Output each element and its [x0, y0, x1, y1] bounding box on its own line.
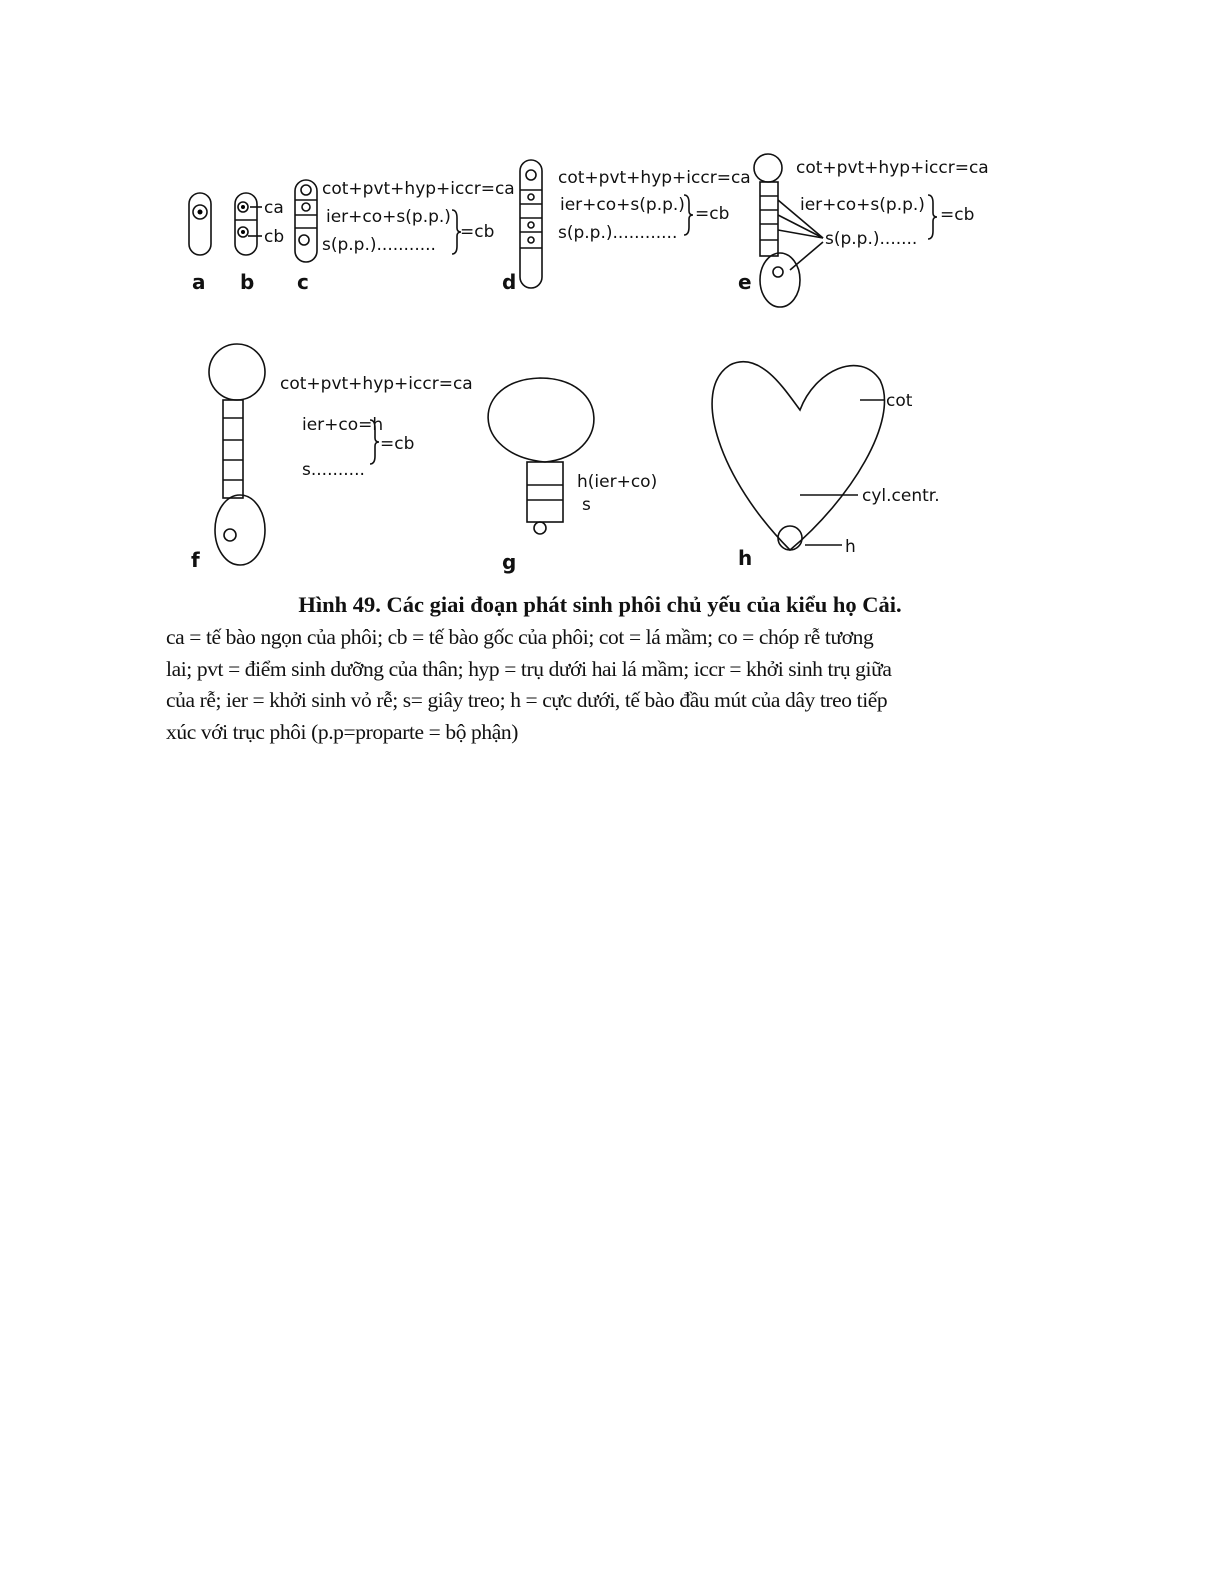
figure-legend: [166, 622, 1046, 748]
label-eq-cb-d: =cb: [695, 204, 730, 224]
label-ier-co-h: ier+co=h: [302, 415, 384, 435]
label-h-ier-co: h(ier+co): [577, 472, 658, 492]
panel-label-c: c: [297, 270, 309, 294]
legend-line: lai; pvt = điểm sinh dưỡng của thân; hyp = trụ dưới hai lá mầm; iccr = khởi sinh trụ giữa: [166, 656, 892, 681]
panel-label-e: e: [738, 270, 752, 294]
legend-line: ca = tế bào ngọn của phôi; cb = tế bào gốc của phôi; cot = lá mầm; co = chóp rễ tương: [166, 625, 874, 649]
label-cot: cot: [886, 391, 913, 411]
panel-label-d: d: [502, 270, 517, 294]
panel-label-f: f: [191, 548, 200, 572]
stage-h-drawing: [712, 362, 940, 557]
label-ier-co-s-c: ier+co+s(p.p.): [326, 207, 451, 227]
label-apical-c: cot+pvt+hyp+iccr=ca: [322, 179, 515, 199]
panel-label-h: h: [738, 546, 753, 570]
label-h: h: [845, 537, 856, 557]
label-eq-cb-e: =cb: [940, 205, 975, 225]
stage-e-drawing: [754, 154, 989, 307]
label-s-f: s..........: [302, 460, 365, 480]
label-apical-e: cot+pvt+hyp+iccr=ca: [796, 158, 989, 178]
stage-a-drawing: [189, 193, 211, 255]
label-cb: cb: [264, 227, 285, 247]
label-ier-co-s-d: ier+co+s(p.p.): [560, 195, 685, 215]
figure-caption-title: Hình 49. Các giai đoạn phát sinh phôi chủ yếu của kiểu họ Cải.: [298, 592, 902, 617]
stage-g-drawing: [488, 378, 657, 534]
label-apical-f: cot+pvt+hyp+iccr=ca: [280, 374, 473, 394]
embryo-figure: [0, 0, 1225, 600]
label-eq-cb-c: =cb: [460, 222, 495, 242]
label-eq-cb-f: =cb: [380, 434, 415, 454]
label-apical-d: cot+pvt+hyp+iccr=ca: [558, 168, 751, 188]
label-s-pp-d: s(p.p.)............: [558, 223, 678, 243]
stage-c-drawing: [295, 179, 515, 262]
stage-b-drawing: [235, 193, 284, 255]
panel-label-a: a: [192, 270, 206, 294]
label-ier-co-s-e: ier+co+s(p.p.): [800, 195, 925, 215]
label-ca: ca: [264, 198, 284, 218]
stage-d-drawing: [520, 160, 751, 288]
label-s-g: s: [582, 495, 591, 515]
legend-line: của rễ; ier = khởi sinh vỏ rễ; s= giây treo; h = cực dưới, tế bào đầu mút của dây treo tiếp: [166, 688, 888, 712]
panel-label-g: g: [502, 550, 517, 574]
label-s-pp-c: s(p.p.)...........: [322, 235, 436, 255]
label-cyl-centr: cyl.centr.: [862, 486, 940, 506]
legend-line: xúc với trục phôi (p.p=proparte = bộ phận): [166, 719, 518, 744]
stage-f-drawing: [209, 344, 473, 565]
label-s-pp-e: s(p.p.).......: [825, 229, 918, 249]
panel-label-b: b: [240, 270, 255, 294]
